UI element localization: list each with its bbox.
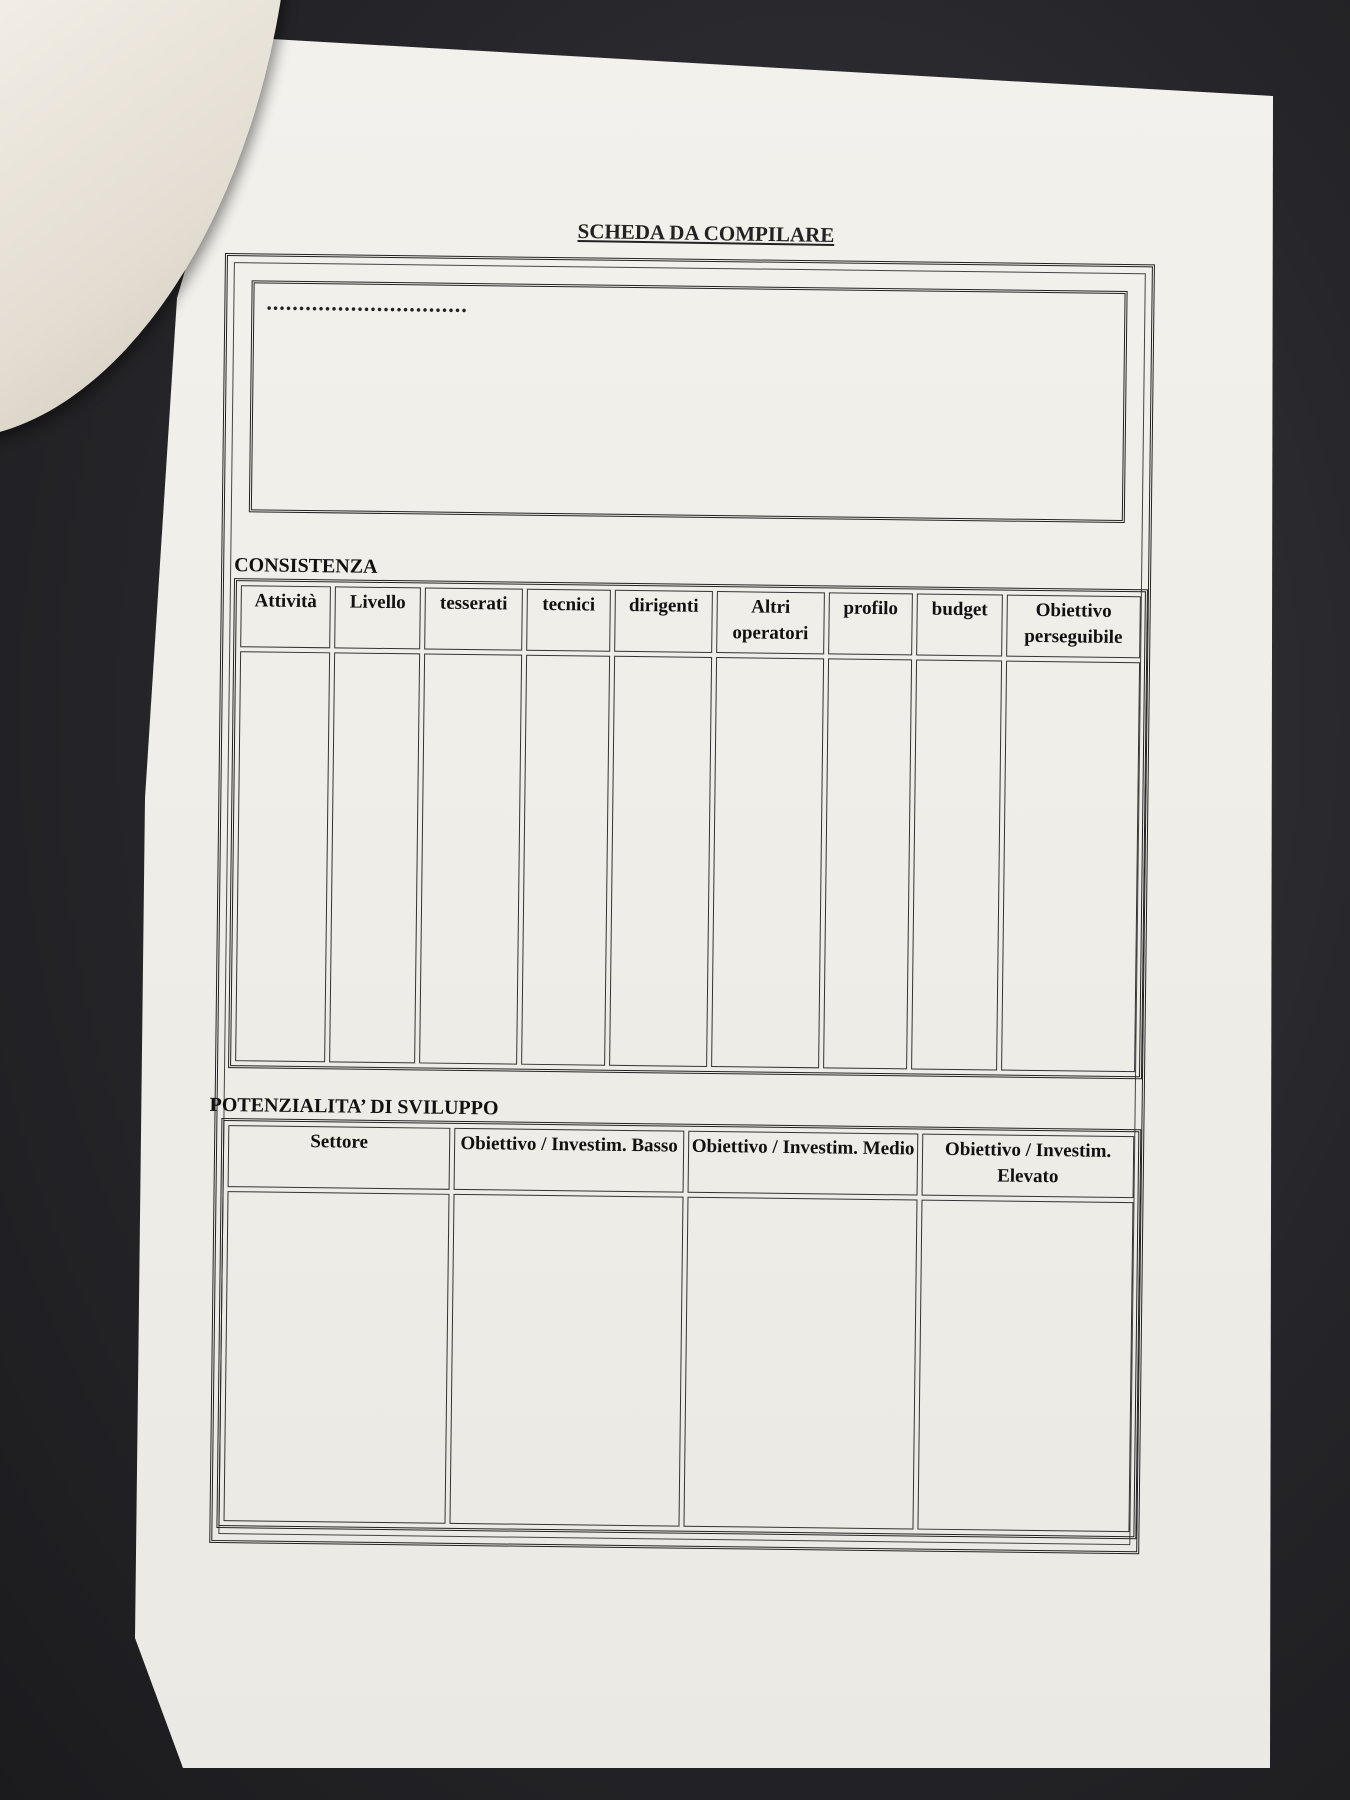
header-dirigenti: dirigenti	[614, 590, 713, 653]
consistenza-table	[228, 578, 1148, 1079]
header-obiettivo-perseguibile: Obiettivo perseguibile	[1006, 595, 1141, 659]
cell-dirigenti[interactable]	[609, 656, 712, 1067]
header-investim-medio: Obiettivo / Investim. Medio	[688, 1131, 919, 1196]
cell-altri-operatori[interactable]	[711, 657, 824, 1068]
sviluppo-entry-row	[224, 1191, 1134, 1532]
header-altri-operatori: Altri operatori	[716, 591, 825, 654]
header-investim-basso: Obiettivo / Investim. Basso	[454, 1128, 685, 1193]
form-title: SCHEDA DA COMPILARE	[577, 218, 835, 248]
cell-investim-medio[interactable]	[683, 1197, 917, 1530]
header-tesserati: tesserati	[424, 587, 523, 650]
cell-livello[interactable]	[329, 652, 420, 1063]
sviluppo-header-row	[228, 1125, 1135, 1198]
header-tecnici: tecnici	[526, 589, 611, 652]
cell-investim-elevato[interactable]	[917, 1200, 1133, 1533]
cell-settore[interactable]	[224, 1191, 450, 1524]
consistenza-header-row	[240, 585, 1141, 658]
header-livello: Livello	[334, 586, 421, 649]
name-field-box[interactable]	[249, 280, 1128, 523]
cell-tesserati[interactable]	[419, 653, 522, 1064]
header-profilo: profilo	[828, 592, 913, 655]
sviluppo-table	[216, 1118, 1141, 1539]
header-attivita: Attività	[240, 585, 331, 648]
cell-attivita[interactable]	[235, 651, 330, 1062]
form-frame	[209, 253, 1155, 1554]
header-budget: budget	[916, 593, 1003, 656]
header-investim-elevato: Obiettivo / Investim. Elevato	[922, 1134, 1135, 1199]
header-settore: Settore	[228, 1125, 451, 1190]
consistenza-entry-row	[235, 651, 1140, 1072]
cell-tecnici[interactable]	[521, 655, 610, 1066]
cell-obiettivo-perseguibile[interactable]	[1001, 661, 1140, 1073]
potenzialita-label: POTENZIALITA’ DI SVILUPPO	[209, 1093, 499, 1120]
cell-budget[interactable]	[911, 659, 1002, 1070]
consistenza-label: CONSISTENZA	[234, 554, 378, 578]
cell-investim-basso[interactable]	[449, 1194, 683, 1527]
cell-profilo[interactable]	[823, 658, 912, 1069]
name-dotted-line: ...............................	[266, 289, 469, 317]
